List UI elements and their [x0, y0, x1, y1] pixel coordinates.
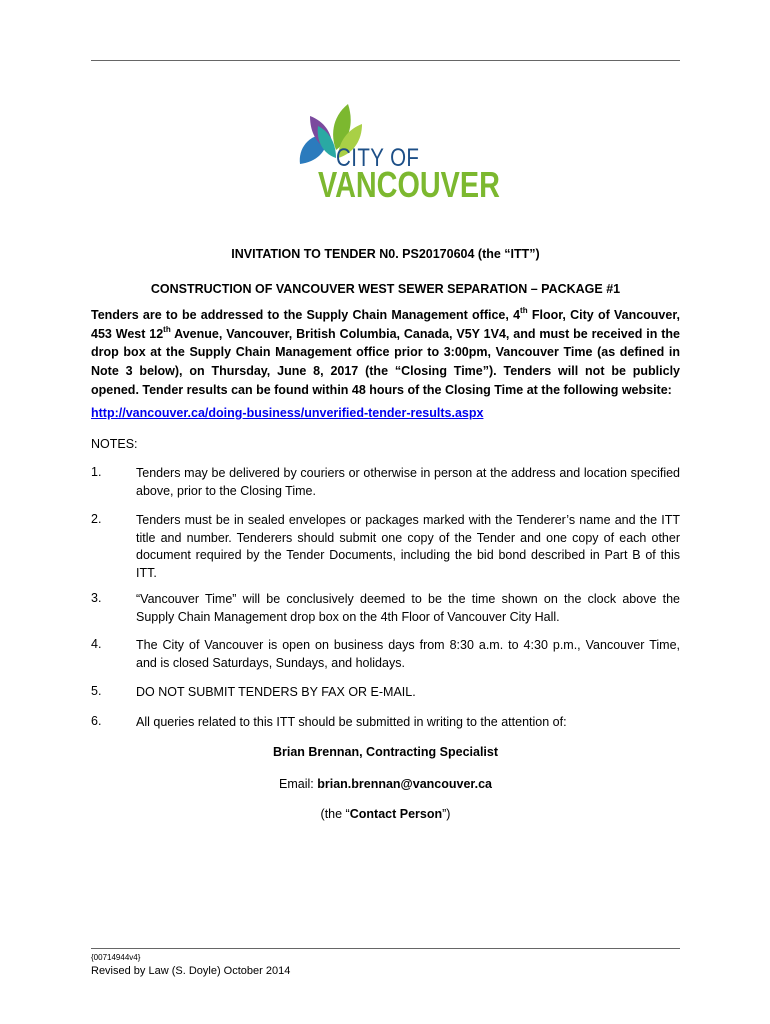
contact-name: Brian Brennan, Contracting Specialist — [272, 745, 499, 759]
contact-email[interactable]: brian.brennan@vancouver.ca — [317, 777, 492, 791]
logo-text-vancouver: VANCOUVER — [318, 164, 500, 205]
notes-heading: NOTES: — [91, 437, 138, 451]
contact-email-line: Email: brian.brennan@vancouver.ca — [279, 777, 492, 791]
document-subtitle: CONSTRUCTION OF VANCOUVER WEST SEWER SEPARATION – PACKAGE #1 — [150, 282, 621, 296]
logo-text-city-of: CITY OF — [336, 144, 420, 172]
document-title: INVITATION TO TENDER N0. PS20170604 (the “ITT”) — [231, 247, 540, 261]
footer-rule — [91, 948, 680, 949]
header-rule — [91, 60, 680, 61]
intro-paragraph: Tenders are to be addressed to the Supply Chain Management office, 4th Floor, City of Vancouver, 453 West 12th Avenue, Vancouver, British Columbia, Canada, V5Y 1V4, and must be received in the drop box at the Supply Chain Management office prior to 3:00pm, Vancouver Time (as defined in Note 3 below), on Thursday, June 8, 2017 (the “Closing Time”). Tenders will not be publicly opened. Tender results can be found within 48 hours of the Closing Time at the following website: — [91, 305, 680, 397]
contact-person-line: (the “Contact Person”) — [320, 807, 451, 821]
tender-results-link[interactable]: http://vancouver.ca/doing-business/unverified-tender-results.aspx — [91, 406, 484, 420]
footer-revision: Revised by Law (S. Doyle) October 2014 — [91, 965, 291, 977]
footer-document-code: {00714944v4} — [91, 953, 141, 962]
